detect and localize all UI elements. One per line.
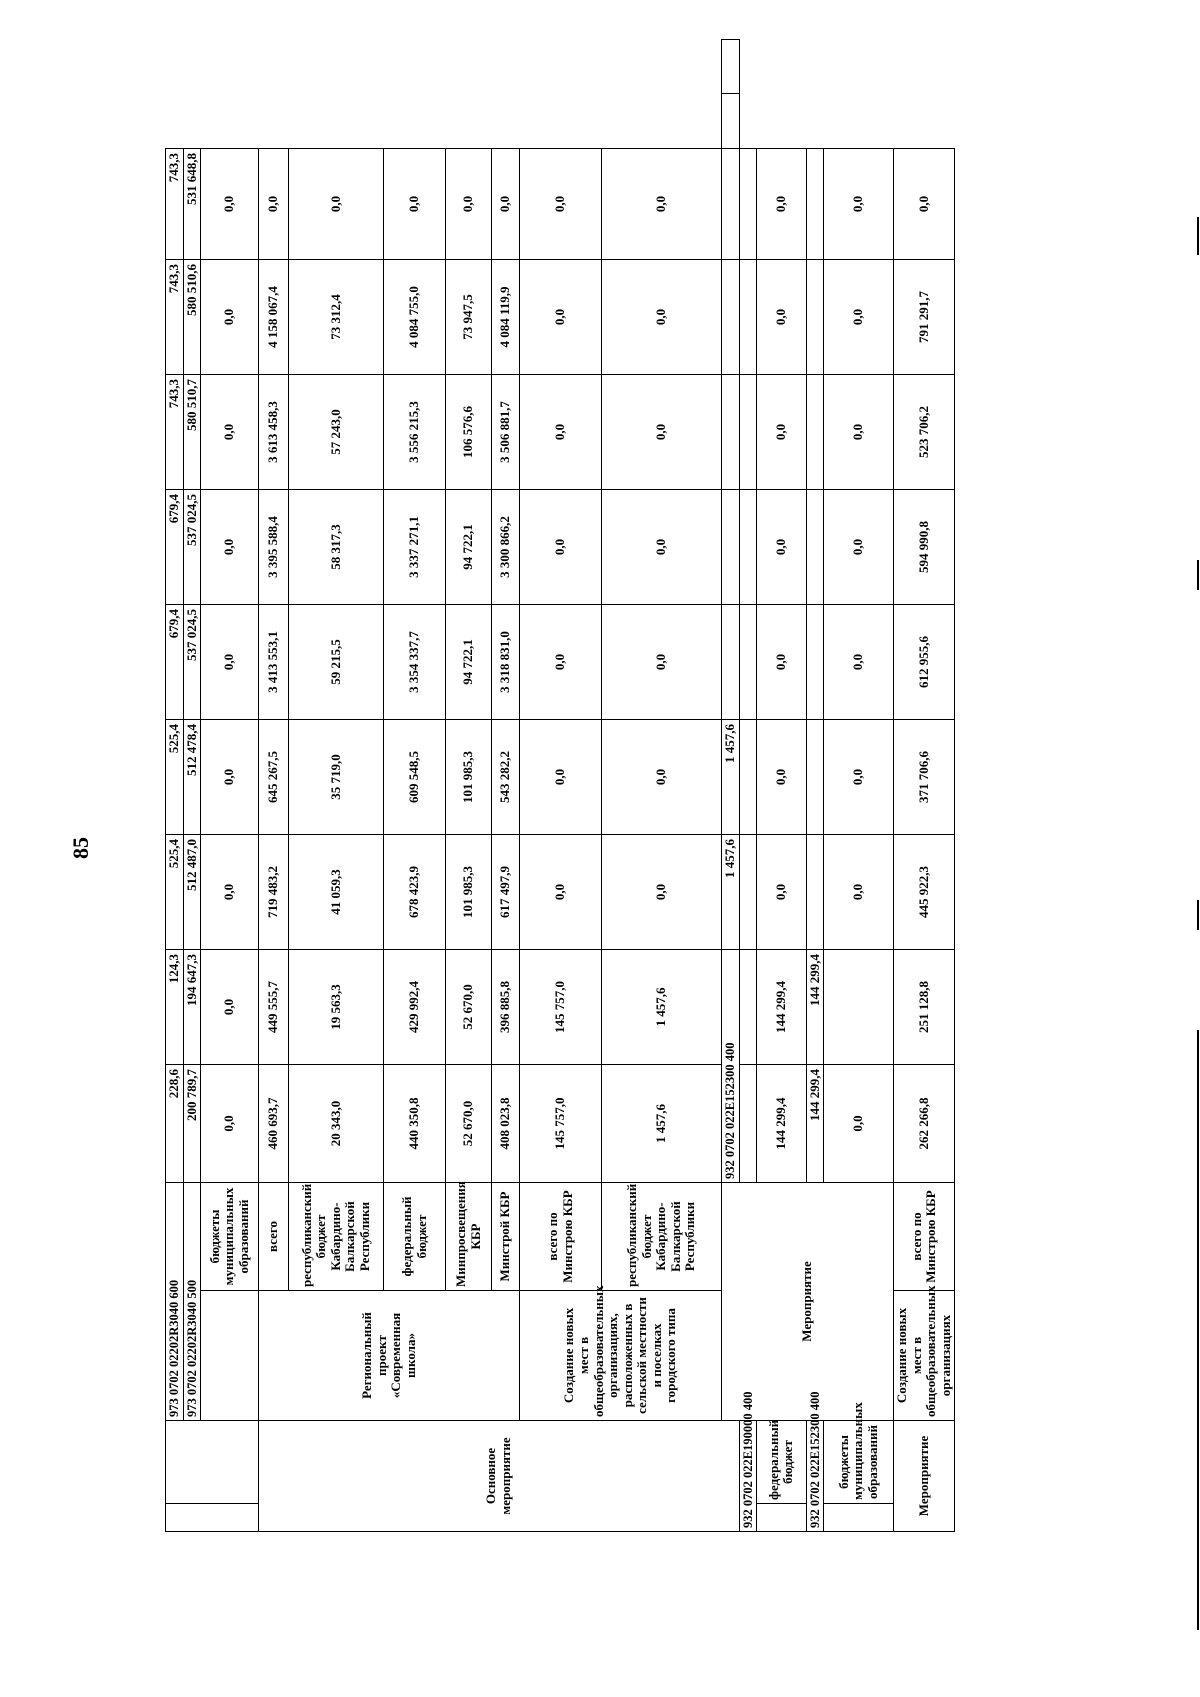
value-cell: 4 084 755,0 xyxy=(384,260,446,375)
budget-code: 973 0702 02202R3040 500 xyxy=(183,1183,201,1421)
table-row xyxy=(166,40,184,1532)
value-cell: 194 647,3 xyxy=(183,950,201,1065)
value-cell: 145 757,0 xyxy=(520,1065,602,1183)
value-cell: 0,0 xyxy=(894,149,955,260)
value-cell: 743,3 xyxy=(166,260,184,375)
value-cell: 594 990,8 xyxy=(894,490,955,605)
value-cell: 0,0 xyxy=(201,835,259,950)
osnovnoe-label: Основное мероприятие xyxy=(259,1421,740,1532)
funding-source: всего xyxy=(259,1183,289,1291)
value-cell: 52 670,0 xyxy=(446,950,492,1065)
value-cell: 3 413 553,1 xyxy=(259,605,289,720)
value-cell: 0,0 xyxy=(756,720,806,835)
value-cell: 679,4 xyxy=(166,490,184,605)
table-row xyxy=(894,40,955,1532)
value-cell: 251 128,8 xyxy=(894,950,955,1065)
empty-cell xyxy=(201,1291,259,1421)
value-cell xyxy=(739,490,756,605)
value-cell: 580 510,6 xyxy=(183,260,201,375)
value-cell: 35 719,0 xyxy=(289,720,384,835)
value-cell: 0,0 xyxy=(384,149,446,260)
value-cell: 0,0 xyxy=(602,490,722,605)
value-cell: 617 497,9 xyxy=(492,835,520,950)
meropriyatie-label: Мероприятие xyxy=(722,1183,894,1421)
empty-cell xyxy=(756,1504,806,1532)
value-cell: 0,0 xyxy=(520,375,602,490)
value-cell: 58 317,3 xyxy=(289,490,384,605)
value-cell xyxy=(739,375,756,490)
value-cell: 445 922,3 xyxy=(894,835,955,950)
funding-source: республиканский бюджет Кабардино-Балкарской Республики xyxy=(602,1183,722,1291)
value-cell: 0,0 xyxy=(824,835,894,950)
value-cell: 0,0 xyxy=(824,149,894,260)
value-cell: 0,0 xyxy=(824,260,894,375)
value-cell: 3 506 881,7 xyxy=(492,375,520,490)
value-cell xyxy=(824,950,894,1065)
value-cell: 1 457,6 xyxy=(602,1065,722,1183)
value-cell: 543 282,2 xyxy=(492,720,520,835)
value-cell: 4 084 119,9 xyxy=(492,260,520,375)
rotated-table-wrapper xyxy=(165,39,954,1532)
value-cell: 262 266,8 xyxy=(894,1065,955,1183)
funding-source: бюджеты муниципальных образований xyxy=(201,1183,259,1291)
value-cell: 20 343,0 xyxy=(289,1065,384,1183)
value-cell: 525,4 xyxy=(166,835,184,950)
value-cell xyxy=(806,149,824,260)
value-cell: 0,0 xyxy=(756,260,806,375)
value-cell xyxy=(722,605,740,720)
value-cell: 0,0 xyxy=(201,720,259,835)
value-cell: 0,0 xyxy=(824,605,894,720)
margin-mark xyxy=(1197,560,1199,590)
value-cell: 1 457,6 xyxy=(722,835,740,950)
value-cell: 41 059,3 xyxy=(289,835,384,950)
value-cell: 0,0 xyxy=(201,1065,259,1183)
value-cell: 0,0 xyxy=(602,149,722,260)
value-cell: 531 648,8 xyxy=(183,149,201,260)
funding-source: Минстрой КБР xyxy=(492,1183,520,1291)
value-cell: 1 457,6 xyxy=(602,950,722,1065)
value-cell xyxy=(739,950,756,1065)
value-cell xyxy=(739,720,756,835)
value-cell: 0,0 xyxy=(201,490,259,605)
table-row xyxy=(183,40,201,1532)
value-cell: 94 722,1 xyxy=(446,605,492,720)
value-cell: 0,0 xyxy=(201,149,259,260)
value-cell: 743,3 xyxy=(166,149,184,260)
table-row xyxy=(722,40,740,1532)
value-cell xyxy=(806,605,824,720)
budget-code: 932 0702 022E152300 400 xyxy=(806,1421,824,1532)
value-cell: 3 556 215,3 xyxy=(384,375,446,490)
funding-source: федеральный бюджет xyxy=(756,1421,806,1504)
value-cell: 0,0 xyxy=(824,720,894,835)
value-cell: 0,0 xyxy=(520,835,602,950)
value-cell: 512 487,0 xyxy=(183,835,201,950)
value-cell: 0,0 xyxy=(520,720,602,835)
value-cell: 612 955,6 xyxy=(894,605,955,720)
value-cell xyxy=(739,1065,756,1183)
meropriyatie-label: Мероприятие xyxy=(894,1421,955,1532)
value-cell: 52 670,0 xyxy=(446,1065,492,1183)
table-row xyxy=(520,40,602,1532)
funding-source: всего по Минстрою КБР xyxy=(894,1183,955,1291)
value-cell: 19 563,3 xyxy=(289,950,384,1065)
budget-code: 973 0702 02202R3040 600 xyxy=(166,1183,184,1421)
value-cell: 144 299,4 xyxy=(806,1065,824,1183)
value-cell: 145 757,0 xyxy=(520,950,602,1065)
value-cell: 73 312,4 xyxy=(289,260,384,375)
sozdanie-new-label: Создание новых мест в общеобразовательных организациях xyxy=(894,1291,955,1421)
value-cell: 460 693,7 xyxy=(259,1065,289,1183)
value-cell: 609 548,5 xyxy=(384,720,446,835)
value-cell: 0,0 xyxy=(824,1065,894,1183)
value-cell: 0,0 xyxy=(602,260,722,375)
value-cell xyxy=(722,260,740,375)
value-cell: 0,0 xyxy=(201,260,259,375)
value-cell xyxy=(722,490,740,605)
page-number: 85 xyxy=(68,837,93,859)
value-cell: 0,0 xyxy=(756,490,806,605)
value-cell: 3 318 831,0 xyxy=(492,605,520,720)
value-cell xyxy=(806,490,824,605)
table-row xyxy=(259,40,289,1532)
value-cell xyxy=(739,835,756,950)
value-cell: 645 267,5 xyxy=(259,720,289,835)
value-cell: 3 300 866,2 xyxy=(492,490,520,605)
value-cell: 0,0 xyxy=(201,950,259,1065)
value-cell: 0,0 xyxy=(602,375,722,490)
value-cell: 512 478,4 xyxy=(183,720,201,835)
value-cell xyxy=(739,605,756,720)
value-cell: 0,0 xyxy=(520,490,602,605)
budget-code: 932 0702 022E152300 400 xyxy=(722,950,740,1183)
value-cell: 144 299,4 xyxy=(806,950,824,1065)
value-cell: 0,0 xyxy=(756,835,806,950)
funding-source: федеральный бюджет xyxy=(384,1183,446,1291)
value-cell xyxy=(806,720,824,835)
value-cell: 523 706,2 xyxy=(894,375,955,490)
value-cell: 743,3 xyxy=(166,375,184,490)
value-cell xyxy=(806,835,824,950)
sozdanie-sel-label: Создание новых мест в общеобразовательных организациях, расположенных в сельской местности и поселках городского типа xyxy=(520,1291,722,1421)
value-cell: 0,0 xyxy=(520,260,602,375)
value-cell: 0,0 xyxy=(824,375,894,490)
value-cell: 0,0 xyxy=(602,720,722,835)
value-cell: 0,0 xyxy=(259,149,289,260)
value-cell: 101 985,3 xyxy=(446,720,492,835)
value-cell: 537 024,5 xyxy=(183,490,201,605)
value-cell xyxy=(739,149,756,260)
value-cell xyxy=(739,260,756,375)
margin-mark xyxy=(1197,900,1199,930)
value-cell: 0,0 xyxy=(520,605,602,720)
value-cell: 679,4 xyxy=(166,605,184,720)
value-cell: 101 985,3 xyxy=(446,835,492,950)
empty-cell xyxy=(166,1421,259,1504)
value-cell xyxy=(806,375,824,490)
value-cell: 0,0 xyxy=(756,375,806,490)
value-cell: 0,0 xyxy=(201,605,259,720)
value-cell: 371 706,6 xyxy=(894,720,955,835)
value-cell: 580 510,7 xyxy=(183,375,201,490)
value-cell: 57 243,0 xyxy=(289,375,384,490)
value-cell: 228,6 xyxy=(166,1065,184,1183)
value-cell: 429 992,4 xyxy=(384,950,446,1065)
value-cell: 408 023,8 xyxy=(492,1065,520,1183)
value-cell: 0,0 xyxy=(446,149,492,260)
funding-source: всего по Минстрою КБР xyxy=(520,1183,602,1291)
empty-cell xyxy=(824,1504,894,1532)
value-cell: 3 395 588,4 xyxy=(259,490,289,605)
value-cell: 0,0 xyxy=(756,605,806,720)
value-cell: 0,0 xyxy=(289,149,384,260)
value-cell: 3 613 458,3 xyxy=(259,375,289,490)
margin-mark xyxy=(1197,217,1199,255)
value-cell: 537 024,5 xyxy=(183,605,201,720)
value-cell: 0,0 xyxy=(756,149,806,260)
value-cell: 525,4 xyxy=(166,720,184,835)
value-cell: 1 457,6 xyxy=(722,720,740,835)
value-cell: 0,0 xyxy=(201,375,259,490)
value-cell: 0,0 xyxy=(492,149,520,260)
value-cell: 719 483,2 xyxy=(259,835,289,950)
value-cell xyxy=(722,40,740,95)
value-cell: 94 722,1 xyxy=(446,490,492,605)
table-row xyxy=(201,40,259,1532)
value-cell: 791 291,7 xyxy=(894,260,955,375)
value-cell: 200 789,7 xyxy=(183,1065,201,1183)
value-cell: 144 299,4 xyxy=(756,1065,806,1183)
value-cell xyxy=(722,149,740,260)
funding-source: республиканский бюджет Кабардино-Балкарской Республики xyxy=(289,1183,384,1291)
value-cell: 0,0 xyxy=(520,149,602,260)
value-cell xyxy=(722,94,740,149)
value-cell xyxy=(806,260,824,375)
value-cell: 0,0 xyxy=(824,490,894,605)
budget-table xyxy=(165,39,955,1532)
value-cell xyxy=(722,375,740,490)
value-cell: 106 576,6 xyxy=(446,375,492,490)
value-cell: 3 354 337,7 xyxy=(384,605,446,720)
budget-code: 932 0702 022E190000 400 xyxy=(739,1421,756,1532)
empty-cell xyxy=(166,1504,259,1532)
value-cell: 124,3 xyxy=(166,950,184,1065)
value-cell: 678 423,9 xyxy=(384,835,446,950)
value-cell: 59 215,5 xyxy=(289,605,384,720)
value-cell: 0,0 xyxy=(602,835,722,950)
value-cell: 449 555,7 xyxy=(259,950,289,1065)
value-cell: 440 350,8 xyxy=(384,1065,446,1183)
value-cell: 4 158 067,4 xyxy=(259,260,289,375)
value-cell: 144 299,4 xyxy=(756,950,806,1065)
value-cell: 396 885,8 xyxy=(492,950,520,1065)
value-cell: 3 337 271,1 xyxy=(384,490,446,605)
value-cell: 73 947,5 xyxy=(446,260,492,375)
value-cell: 0,0 xyxy=(602,605,722,720)
funding-source: Минпросвещения КБР xyxy=(446,1183,492,1291)
funding-source: бюджеты муниципальных образований xyxy=(824,1421,894,1504)
regproekt-label: Региональный проект «Современная школа» xyxy=(259,1291,520,1421)
margin-mark xyxy=(1197,1030,1199,1630)
